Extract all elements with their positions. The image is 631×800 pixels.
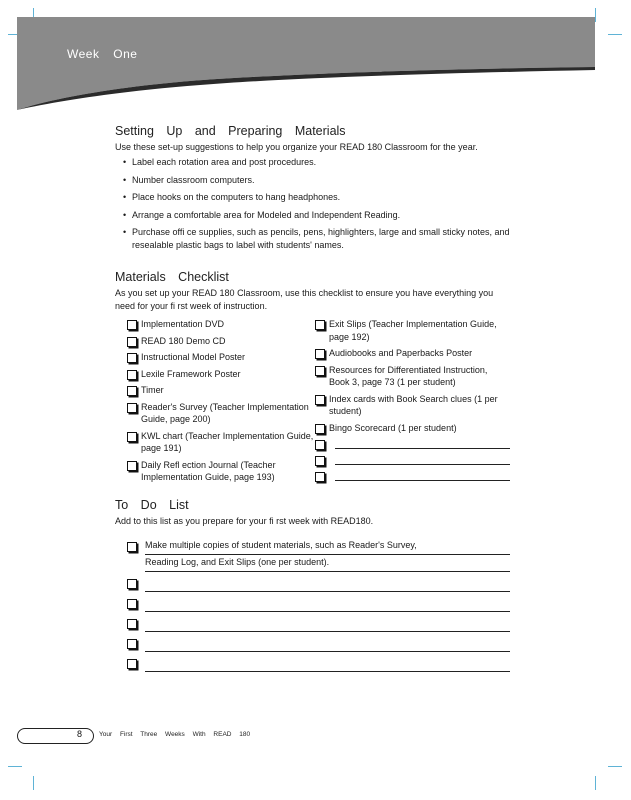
crop-mark bbox=[595, 8, 596, 22]
todo-item-text: Make multiple copies of student materials, such as Reader's Survey, bbox=[145, 539, 417, 550]
checklist-item[interactable]: Reader's Survey (Teacher Implementation Guide, page 200) bbox=[115, 401, 315, 426]
checklist-heading: Materials Checklist bbox=[115, 270, 229, 284]
todo-intro: Add to this list as you prepare for your fi rst week with READ180. bbox=[115, 515, 374, 526]
blank-write-line[interactable] bbox=[145, 655, 510, 672]
todo-item-text: Reading Log, and Exit Slips (one per student). bbox=[145, 556, 330, 567]
running-title: Your First Three Weeks With READ 180 bbox=[99, 731, 251, 738]
checkbox-icon[interactable] bbox=[127, 320, 137, 330]
todo-heading: To Do List bbox=[115, 497, 189, 512]
list-item: • Arrange a comfortable area for Modeled and Independent Reading. bbox=[123, 209, 401, 220]
todo-blank-item[interactable] bbox=[115, 575, 510, 592]
list-item: • Purchase offi ce supplies, such as pencils, pens, highlighters, large and small sticky notes, and resealable plastic bags to label with students' names. bbox=[123, 227, 510, 250]
checklist-right-column bbox=[315, 318, 510, 488]
todo-blank-item[interactable] bbox=[115, 595, 510, 612]
page-content bbox=[115, 124, 510, 675]
checklist-item[interactable]: Audiobooks and Paperbacks Poster bbox=[315, 347, 510, 360]
list-item: • Number classroom computers. bbox=[123, 174, 255, 185]
checklist-left-column bbox=[115, 318, 315, 488]
checkbox-icon[interactable] bbox=[315, 320, 325, 330]
todo-blank-item[interactable] bbox=[115, 655, 510, 672]
checklist-item[interactable]: Timer bbox=[115, 384, 315, 397]
checkbox-icon[interactable] bbox=[127, 370, 137, 380]
checkbox-icon[interactable] bbox=[127, 353, 137, 363]
checkbox-icon[interactable] bbox=[127, 403, 137, 413]
blank-write-line[interactable] bbox=[145, 575, 510, 592]
checkbox-icon[interactable] bbox=[127, 542, 137, 552]
page-number-pill bbox=[17, 728, 94, 744]
checklist-intro: As you set up your READ 180 Classroom, use this checklist to ensure you have everything you need for your fi rst week of instruction. bbox=[115, 288, 494, 311]
materials-checklist bbox=[115, 318, 510, 488]
checkbox-icon[interactable] bbox=[127, 386, 137, 396]
list-item: • Place hooks on the computers to hang headphones. bbox=[123, 192, 341, 202]
checkbox-icon[interactable] bbox=[127, 461, 137, 471]
checklist-blank-item[interactable] bbox=[315, 454, 510, 466]
todo-blank-item[interactable] bbox=[115, 615, 510, 632]
checkbox-icon[interactable] bbox=[315, 424, 325, 434]
setup-intro: Use these set-up suggestions to help you organize your READ 180 Classroom for the year. bbox=[115, 142, 478, 152]
week-label: Week One bbox=[67, 47, 138, 61]
checkbox-icon[interactable] bbox=[127, 619, 137, 629]
setup-heading: Setting Up and Preparing Materials bbox=[115, 124, 346, 138]
checklist-blank-item[interactable] bbox=[315, 470, 510, 482]
checkbox-icon[interactable] bbox=[127, 337, 137, 347]
checkbox-icon[interactable] bbox=[315, 456, 325, 466]
setup-bullet-list bbox=[115, 156, 510, 252]
checklist-item[interactable]: Implementation DVD bbox=[115, 318, 315, 331]
todo-item[interactable] bbox=[115, 538, 510, 572]
checkbox-icon[interactable] bbox=[127, 579, 137, 589]
crop-mark bbox=[595, 776, 596, 790]
crop-mark bbox=[608, 766, 622, 767]
checklist-item[interactable]: KWL chart (Teacher Implementation Guide, page 191) bbox=[115, 430, 315, 455]
blank-write-line[interactable] bbox=[335, 470, 510, 481]
checkbox-icon[interactable] bbox=[127, 639, 137, 649]
crop-mark bbox=[608, 34, 622, 35]
list-item: • Label each rotation area and post procedures. bbox=[123, 157, 317, 167]
blank-write-line[interactable] bbox=[145, 635, 510, 652]
page-number: 8 bbox=[77, 729, 83, 739]
checkbox-icon[interactable] bbox=[315, 349, 325, 359]
checkbox-icon[interactable] bbox=[127, 432, 137, 442]
page-footer bbox=[17, 728, 397, 744]
checkbox-icon[interactable] bbox=[127, 599, 137, 609]
checkbox-icon[interactable] bbox=[315, 395, 325, 405]
header-band bbox=[17, 17, 595, 110]
checklist-item[interactable]: Exit Slips (Teacher Implementation Guide, page 192) bbox=[315, 318, 510, 343]
blank-write-line[interactable] bbox=[145, 615, 510, 632]
blank-write-line[interactable] bbox=[335, 438, 510, 449]
checklist-item[interactable]: READ 180 Demo CD bbox=[115, 335, 315, 348]
checklist-item[interactable]: Lexile Framework Poster bbox=[115, 368, 315, 381]
checklist-blank-item[interactable] bbox=[315, 438, 510, 450]
blank-write-line[interactable] bbox=[335, 454, 510, 465]
checkbox-icon[interactable] bbox=[127, 659, 137, 669]
checkbox-icon[interactable] bbox=[315, 472, 325, 482]
checkbox-icon[interactable] bbox=[315, 440, 325, 450]
todo-blank-item[interactable] bbox=[115, 635, 510, 652]
checklist-item[interactable]: Resources for Differentiated Instruction, Book 3, page 73 (1 per student) bbox=[315, 364, 510, 389]
checklist-item[interactable]: Bingo Scorecard (1 per student) bbox=[315, 422, 510, 435]
checklist-item[interactable]: Instructional Model Poster bbox=[115, 351, 315, 364]
checklist-item[interactable]: Index cards with Book Search clues (1 per student) bbox=[315, 393, 510, 418]
blank-write-line[interactable] bbox=[145, 595, 510, 612]
checkbox-icon[interactable] bbox=[315, 366, 325, 376]
todo-list bbox=[115, 538, 510, 672]
checklist-item[interactable]: Daily Refl ection Journal (Teacher Implementation Guide, page 193) bbox=[115, 459, 315, 484]
crop-mark bbox=[8, 766, 22, 767]
crop-mark bbox=[33, 776, 34, 790]
